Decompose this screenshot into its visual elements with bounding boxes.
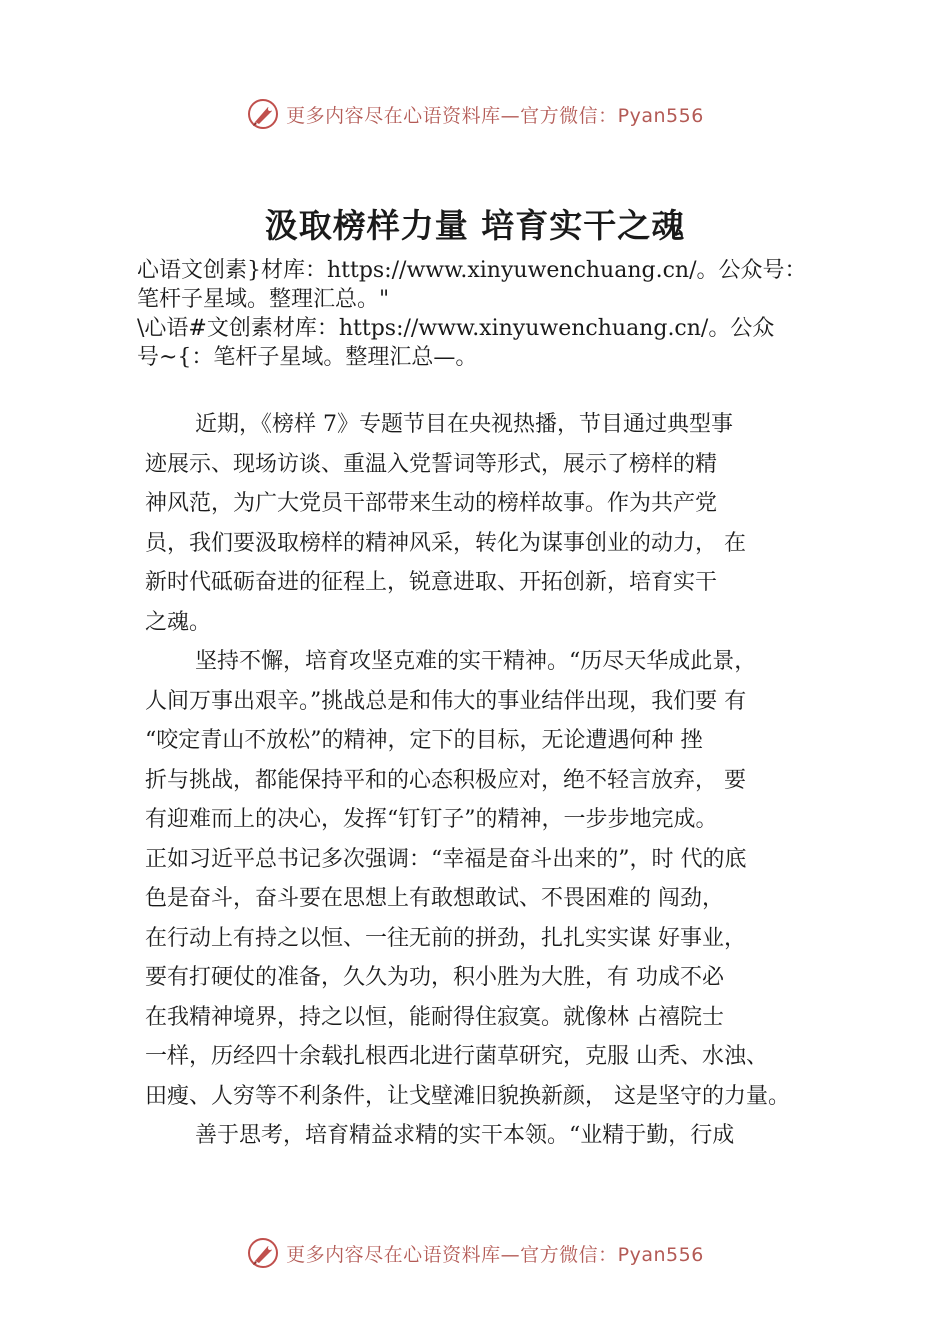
pen-nib-logo-icon (246, 97, 280, 131)
source-note-line: 笔杆子星域。整理汇总。" (137, 287, 390, 312)
body-line: 折与挑战，都能保持平和的心态积极应对，绝不轻言放弃， 要 (145, 767, 746, 793)
document-title: 汲取榜样力量 培育实干之魂 (264, 206, 686, 245)
body-line: 神风范，为广大党员干部带来生动的榜样故事。作为共产党 (145, 491, 718, 516)
body-line: 迹展示、现场访谈、重温入党誓词等形式，展示了榜样的精 (145, 451, 718, 477)
source-note (137, 256, 857, 372)
body-line: 在行动上有持之以恒、一往无前的拼劲，扎扎实实谋 好事业， (145, 925, 746, 951)
body-line: 色是奋斗，奋斗要在思想上有敢想敢试、不畏困难的 闯劲， (145, 886, 724, 911)
body-line: 善于思考，培育精益求精的实干本领。“业精于勤，行成 (195, 1123, 735, 1148)
body-line: 在我精神境界，持之以恒，能耐得住寂寞。就像林 占禧院士 (145, 1004, 724, 1030)
body-line: “咬定青山不放松”的精神，定下的目标，无论遭遇何种 挫 (145, 728, 703, 753)
source-note-line: 心语文创素}材库：https://www.xinyuwenchuang.cn/。公众号： (137, 258, 807, 283)
source-note-line: \心语#文创素材库：https://www.xinyuwenchuang.cn/。公众 (137, 316, 775, 341)
body-line: 新时代砥砺奋进的征程上，锐意进取、开拓创新，培育实干 (145, 570, 718, 595)
body-line: 有迎难而上的决心，发挥“钉钉子”的精神，一步步地完成。 (145, 807, 718, 832)
article-body (145, 405, 845, 1156)
body-line: 正如习近平总书记多次强调：“幸福是奋斗出来的”，时 代的底 (145, 846, 747, 872)
body-line: 之魂。 (145, 609, 212, 635)
header-banner (0, 94, 950, 134)
body-line: 坚持不懈，培育攻坚克难的实干精神。“历尽天华成此景， (195, 649, 757, 674)
body-line: 人间万事出艰辛。”挑战总是和伟大的事业结伴出现，我们要 有 (145, 688, 747, 714)
banner-text: 更多内容尽在心语资料库—官方微信：Pyan556 (286, 1243, 704, 1266)
source-note-line: 号~{：笔杆子星域。整理汇总—。 (137, 345, 478, 370)
body-line: 一样，历经四十余载扎根西北进行菌草研究，克服 山秃、水浊、 (145, 1044, 768, 1069)
body-line: 田瘦、人穷等不利条件，让戈壁滩旧貌换新颜， 这是坚守的力量。 (145, 1083, 790, 1109)
body-line: 要有打硬仗的准备，久久为功，积小胜为大胜，有 功成不必 (145, 965, 724, 990)
body-line: 近期，《榜样 7》专题节目在央视热播，节目通过典型事 (195, 412, 733, 437)
pen-nib-logo-icon (246, 1236, 280, 1270)
footer-banner (0, 1233, 950, 1273)
body-line: 员，我们要汲取榜样的精神风采，转化为谋事创业的动力， 在 (145, 530, 746, 556)
banner-text: 更多内容尽在心语资料库—官方微信：Pyan556 (286, 104, 704, 127)
